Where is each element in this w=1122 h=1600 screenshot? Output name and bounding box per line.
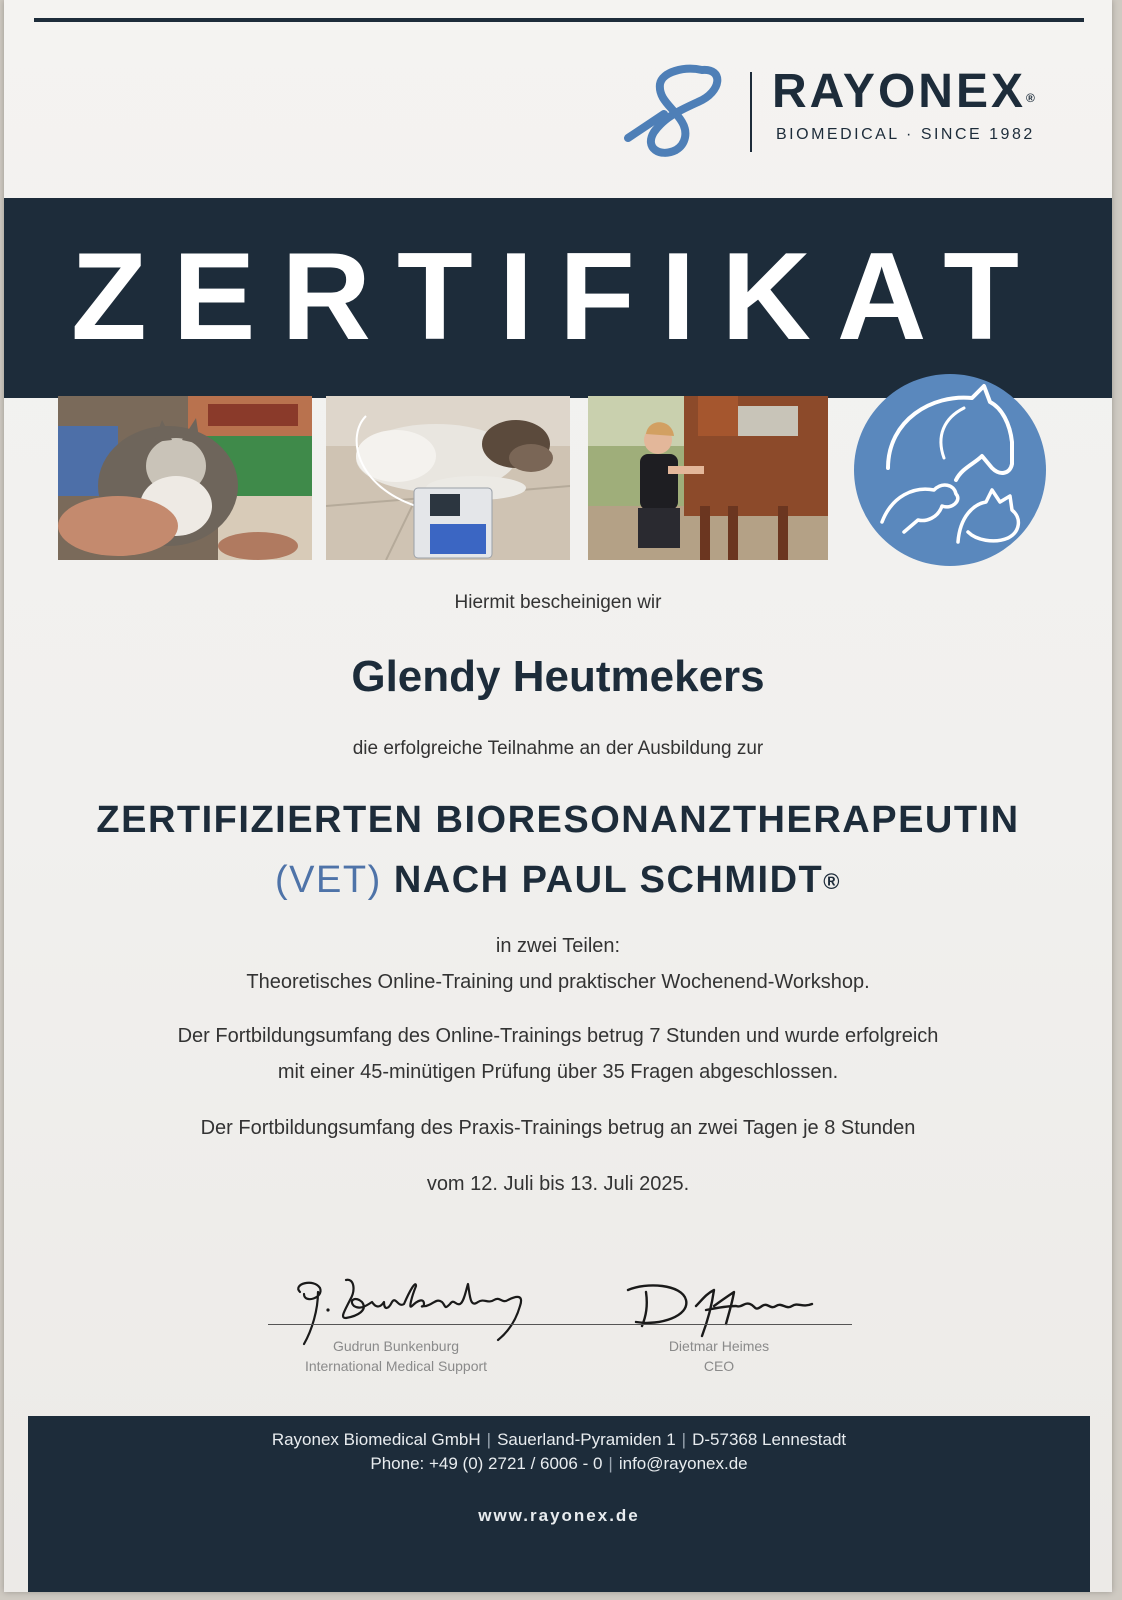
footer-website: www.rayonex.de xyxy=(478,1506,640,1525)
animals-badge-icon xyxy=(852,372,1048,568)
horse-treatment-photo xyxy=(588,396,828,560)
infinity-logo-icon xyxy=(624,62,734,162)
rayonex-logo xyxy=(624,62,1064,162)
top-rule xyxy=(34,18,1084,22)
registered-mark: ® xyxy=(823,869,841,894)
certificate-sheet xyxy=(4,0,1112,1592)
brand-registered-mark: ® xyxy=(1025,91,1035,105)
footer-company: Rayonex Biomedical GmbH xyxy=(271,1430,481,1449)
logo-divider xyxy=(750,72,752,152)
dog-treatment-photo xyxy=(326,396,570,560)
signature-line xyxy=(268,1324,852,1325)
footer xyxy=(28,1416,1090,1592)
brand-tagline: BIOMEDICAL · SINCE 1982 xyxy=(776,126,1035,143)
brand-name: RAYONEX® xyxy=(772,65,1035,118)
qualification-title-line-2 xyxy=(4,856,1112,904)
vet-label: (VET) xyxy=(275,859,382,901)
online-training-text-2: mit einer 45-minütigen Prüfung über 35 Fragen abgeschlossen. xyxy=(277,1061,839,1083)
footer-contact: Phone: +49 (0) 2721 / 6006 - 0 | info@rayonex.de xyxy=(370,1454,748,1473)
recipient-name: Glendy Heutmekers xyxy=(351,652,765,701)
participation-text: die erfolgreiche Teilnahme an der Ausbildung zur xyxy=(352,738,764,759)
date-range-text: vom 12. Juli bis 13. Juli 2025. xyxy=(426,1173,690,1195)
left-signatory-role: International Medical Support xyxy=(304,1358,488,1374)
right-signatory-role: CEO xyxy=(703,1358,735,1374)
right-signature xyxy=(616,1276,836,1346)
online-training-text-1: Der Fortbildungsumfang des Online-Trainings betrug 7 Stunden und wurde erfolgreich xyxy=(177,1025,939,1047)
parts-text: in zwei Teilen: xyxy=(495,935,621,957)
footer-phone: Phone: +49 (0) 2721 / 6006 - 0 xyxy=(370,1454,603,1473)
footer-street: Sauerland-Pyramiden 1 xyxy=(497,1430,676,1449)
practice-training-text: Der Fortbildungsumfang des Praxis-Trainings betrug an zwei Tagen je 8 Stunden xyxy=(200,1117,916,1139)
certificate-heading: ZERTIFIKAT xyxy=(70,228,1046,366)
footer-city: D-57368 Lennestadt xyxy=(692,1430,847,1449)
left-signatory-name: Gudrun Bunkenburg xyxy=(332,1338,460,1354)
cat-treatment-photo xyxy=(58,396,312,560)
intro-text: Hiermit bescheinigen wir xyxy=(454,592,662,613)
qualification-title-line-1: ZERTIFIZIERTEN BIORESONANZTHERAPEUTIN xyxy=(96,799,1020,841)
footer-email: info@rayonex.de xyxy=(618,1454,748,1473)
qualification-method: NACH PAUL SCHMIDT xyxy=(393,859,824,901)
footer-address: Rayonex Biomedical GmbH | Sauerland-Pyramiden 1 | D-57368 Lennestadt xyxy=(271,1430,847,1449)
parts-detail-text: Theoretisches Online-Training und praktischer Wochenend-Workshop. xyxy=(246,971,870,993)
right-signatory-name: Dietmar Heimes xyxy=(668,1338,770,1354)
